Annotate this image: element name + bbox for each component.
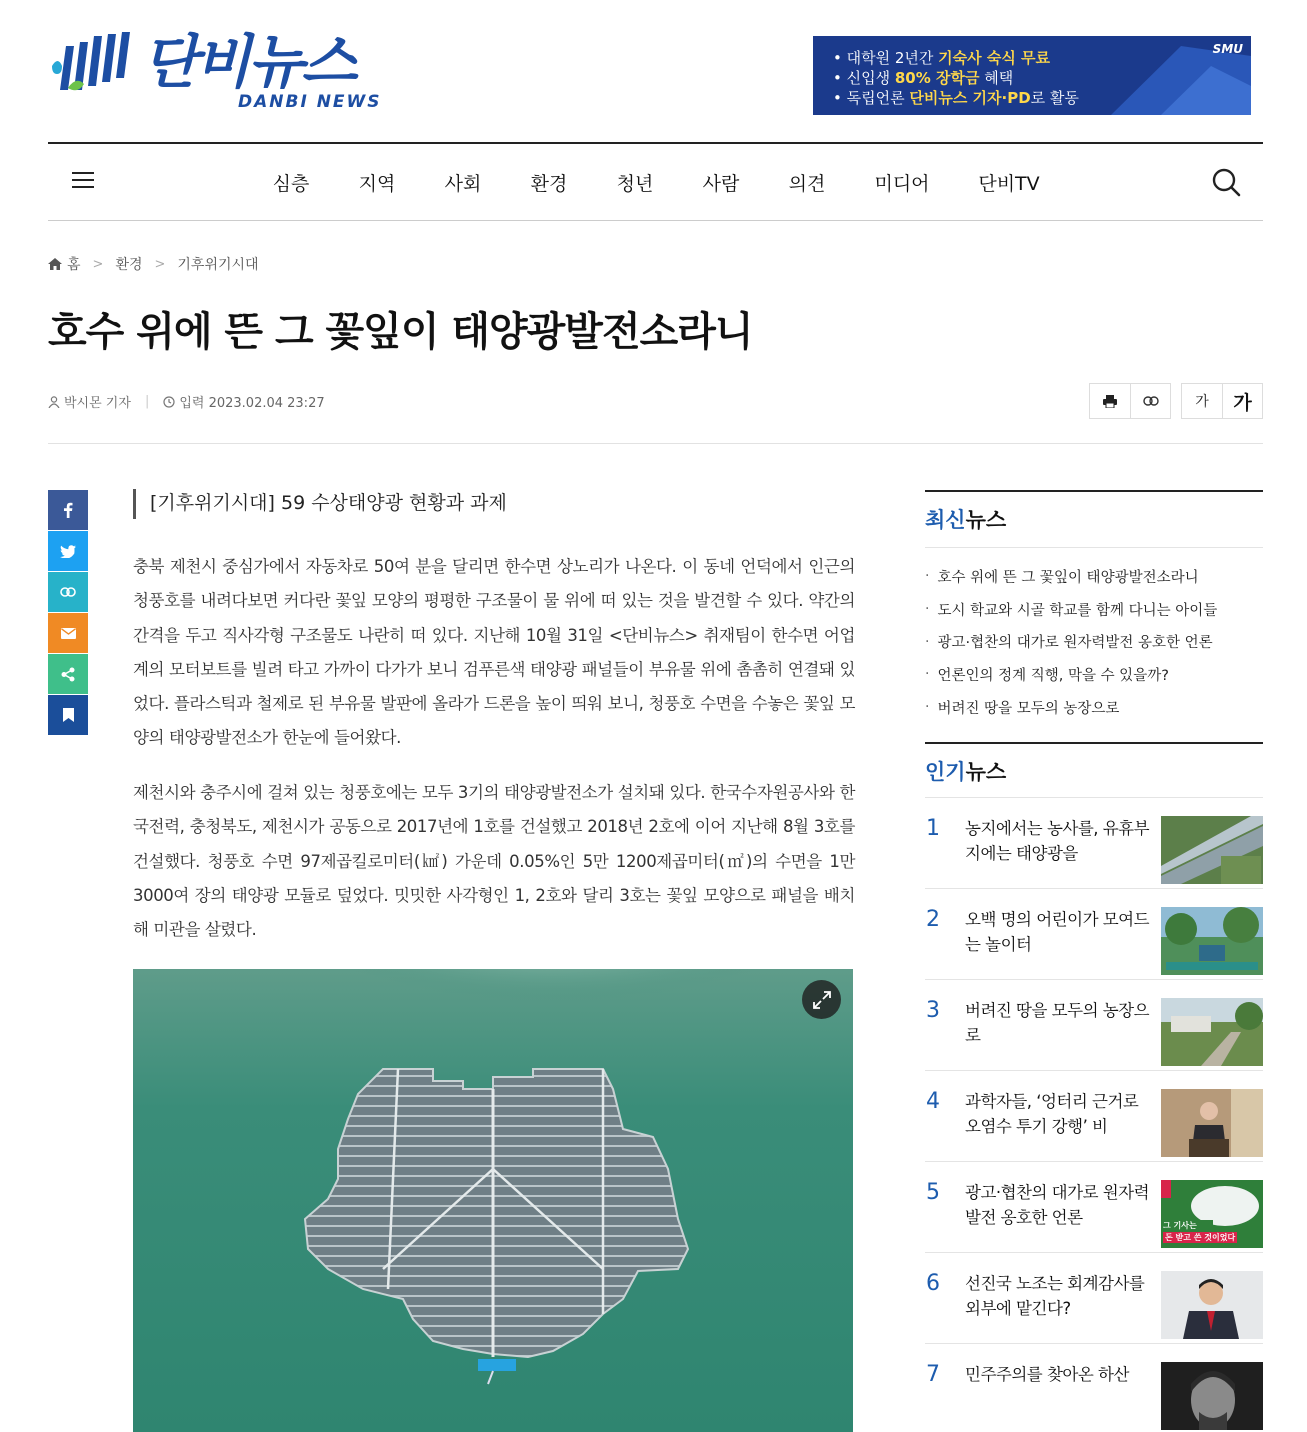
logo-drop-icon [48,32,143,94]
latest-news-item[interactable]: · 광고·협찬의 대가로 원자력발전 옹호한 언론 [925,625,1263,658]
farm-field-thumbnail [1161,998,1263,1066]
share-more-button[interactable] [48,654,88,694]
popular-news-item[interactable] [925,798,1263,889]
popular-thumbnail [1161,907,1263,975]
popular-rank: 7 [926,1362,940,1387]
expand-icon [813,991,831,1009]
popular-rank: 1 [926,816,940,841]
font-increase-button[interactable]: 가 [1222,384,1262,418]
nav-item-media[interactable]: 미디어 [874,172,930,195]
latest-news-item[interactable]: · 도시 학교와 시골 학교를 함께 다니는 아이들 [925,593,1263,626]
bookmark-button[interactable] [48,695,88,735]
article-photo-floating-solar[interactable] [133,969,853,1432]
mail-icon [61,628,76,639]
latest-news-title: 최신뉴스 [925,508,1007,532]
popular-thumbnail [1161,1180,1263,1248]
logo-korean: 단비뉴스 [142,28,355,96]
share-twitter-button[interactable] [48,531,88,571]
thumbnail-caption-a: 그 기사는 [1163,1221,1197,1230]
floating-solar-photo [133,969,853,1432]
nav-item-deep[interactable]: 심층 [272,172,310,195]
search-icon[interactable] [1210,166,1242,198]
article-tools [1089,383,1171,419]
popular-rank: 3 [926,998,940,1023]
latest-news-list [925,560,1263,723]
politician-thumbnail [1161,1271,1263,1339]
copy-link-button[interactable] [1130,384,1170,418]
breadcrumb-series[interactable]: 기후위기시대 [177,257,259,273]
nav-item-society[interactable]: 사회 [444,172,482,195]
share-mail-button[interactable] [48,613,88,653]
latest-news-item[interactable]: · 버려진 땅을 모두의 농장으로 [925,691,1263,724]
playground-thumbnail [1161,907,1263,975]
person-icon [48,396,60,408]
ad-line-1: • 대학원 2년간 기숙사 숙식 무료 [833,49,1051,67]
nav-item-people[interactable]: 사람 [702,172,740,195]
chevron-right-icon: > [154,256,166,272]
share-bar [48,490,88,736]
ad-line-2: • 신입생 80% 장학금 혜택 [833,69,1014,87]
article-paragraph-1: 충북 제천시 중심가에서 자동차로 50여 분을 달리면 한수면 상노리가 나온다. 이 동네 언덕에서 인근의 청풍호를 내려다보면 커다란 꽃잎 모양의 평평한 구조물이 물 위에 떠 있는 것을 발견할 수 있다. 약간의 간격을 두고 직사각형 구조물도 나란히 떠 있다. 지난해 10월 31일 <단비뉴스> 취재팀이 한수면 어업계의 모터보트를 빌려 타고 가까이 다가가 보니 검푸른색 태양광 패널들이 부유물 위에 촘촘히 연결돼 있었다. 플라스틱과 철제로 된 부유물 발판에 올라가 드론을 높이 띄워 보니, 청풍호 수면을 수놓은 꽃잎 모양의 태양광발전소가 한눈에 들어왔다. [133,557,855,748]
hamburger-menu-icon[interactable] [72,172,94,190]
popular-news-item[interactable] [925,980,1263,1071]
popular-news-item[interactable] [925,1253,1263,1344]
nav-bottom-divider [48,220,1263,221]
nav-item-opinion[interactable]: 의견 [788,172,826,195]
article-subhead: [기후위기시대] 59 수상태양광 현황과 과제 [133,489,507,519]
popular-top-divider [925,742,1263,744]
breadcrumb-section[interactable]: 환경 [115,257,143,273]
bookmark-icon [63,708,74,722]
nav-item-local[interactable]: 지역 [358,172,396,195]
popular-news-item[interactable] [925,1344,1263,1432]
speaker-thumbnail [1161,1089,1263,1157]
main-navigation [248,144,1064,220]
article-title: 호수 위에 뜬 그 꽃잎이 태양광발전소라니 [48,309,753,355]
popular-title: 오백 명의 어린이가 모여드는 놀이터 [965,910,1150,954]
expand-photo-button[interactable] [802,980,841,1019]
popular-rank: 6 [926,1271,940,1296]
popular-news-item[interactable] [925,1162,1263,1253]
font-decrease-button[interactable]: 가 [1195,394,1209,410]
home-icon [48,258,62,270]
facebook-icon [63,502,73,518]
article-head-divider [48,443,1263,444]
byline-divider: | [144,394,150,409]
popular-title: 농지에서는 농사를, 유휴부지에는 태양광을 [965,819,1150,863]
latest-news-item[interactable]: · 호수 위에 뜬 그 꽃잎이 태양광발전소라니 [925,560,1263,593]
print-icon [1103,395,1117,408]
popular-news-title: 인기뉴스 [925,760,1007,784]
popular-thumbnail [1161,998,1263,1066]
latest-news-item[interactable]: · 언론인의 정계 직행, 막을 수 있을까? [925,658,1263,691]
popular-rank: 2 [926,907,940,932]
site-logo[interactable] [48,30,393,120]
popular-thumbnail [1161,816,1263,884]
ad-banner[interactable] [813,36,1251,115]
popular-thumbnail [1161,1271,1263,1339]
link-icon [1143,396,1159,406]
nav-item-environment[interactable]: 환경 [530,172,568,195]
popular-rank: 5 [926,1180,940,1205]
nav-item-danbitv[interactable]: 단비TV [978,172,1040,195]
popular-title: 광고·협찬의 대가로 원자력발전 옹호한 언론 [965,1183,1150,1227]
popular-rank: 4 [926,1089,940,1114]
popular-thumbnail [1161,1362,1263,1430]
share-facebook-button[interactable] [48,490,88,530]
author-name[interactable]: 박시몬 기자 [64,396,131,411]
popular-thumbnail [1161,1089,1263,1157]
chevron-right-icon: > [92,256,104,272]
breadcrumb-home[interactable]: 홈 [67,257,81,273]
publish-date: 입력 2023.02.04 23:27 [179,396,325,411]
popular-title: 버려진 땅을 모두의 농장으로 [965,1001,1150,1045]
clock-icon [163,396,175,408]
logo-english: DANBI NEWS [238,92,382,112]
aerial-farmland-thumbnail [1161,816,1263,884]
ad-line-3: • 독립언론 단비뉴스 기자·PD로 활동 [833,89,1079,107]
portrait-thumbnail [1161,1362,1263,1430]
share-icon [61,667,75,682]
popular-news-item[interactable] [925,889,1263,980]
nav-item-youth[interactable]: 청년 [616,172,654,195]
twitter-icon [60,545,76,558]
breadcrumb [48,254,259,274]
latest-title-divider [925,547,1263,548]
article-byline [48,392,325,411]
thumbnail-caption-b: 돈 받고 쓴 것이었다 [1165,1233,1236,1242]
popular-news-item[interactable] [925,1071,1263,1162]
popular-news-list [925,798,1263,1432]
latest-top-divider [925,490,1263,492]
link-icon [60,587,76,597]
font-size-tools [1181,383,1263,419]
popular-title: 과학자들, ‘엉터리 근거로 오염수 투기 강행’ 비 [965,1092,1139,1136]
popular-title: 선진국 노조는 회계감사를 외부에 맡긴다? [965,1274,1145,1318]
ad-brand: SMU [1212,42,1243,56]
article-paragraph-2: 제천시와 충주시에 걸쳐 있는 청풍호에는 모두 3기의 태양광발전소가 설치돼 있다. 한국수자원공사와 한국전력, 충청북도, 제천시가 공동으로 2017년에 1호를 건설했고 2018년 2호에 이어 지난해 8월 3호를 건설했다. 청풍호 수면 97제곱킬로미터(㎢) 가운데 0.05%인 5만 1200제곱미터(㎡)의 수면을 1만 3000여 장의 태양광 모듈로 덮었다. 밋밋한 사각형인 1, 2호와 달리 3호는 꽃잎 모양으로 패널을 배치해 미관을 살렸다. [133,783,855,940]
print-button[interactable] [1090,384,1130,418]
share-link-button[interactable] [48,572,88,612]
popular-title: 민주주의를 찾아온 하산 [965,1365,1129,1384]
